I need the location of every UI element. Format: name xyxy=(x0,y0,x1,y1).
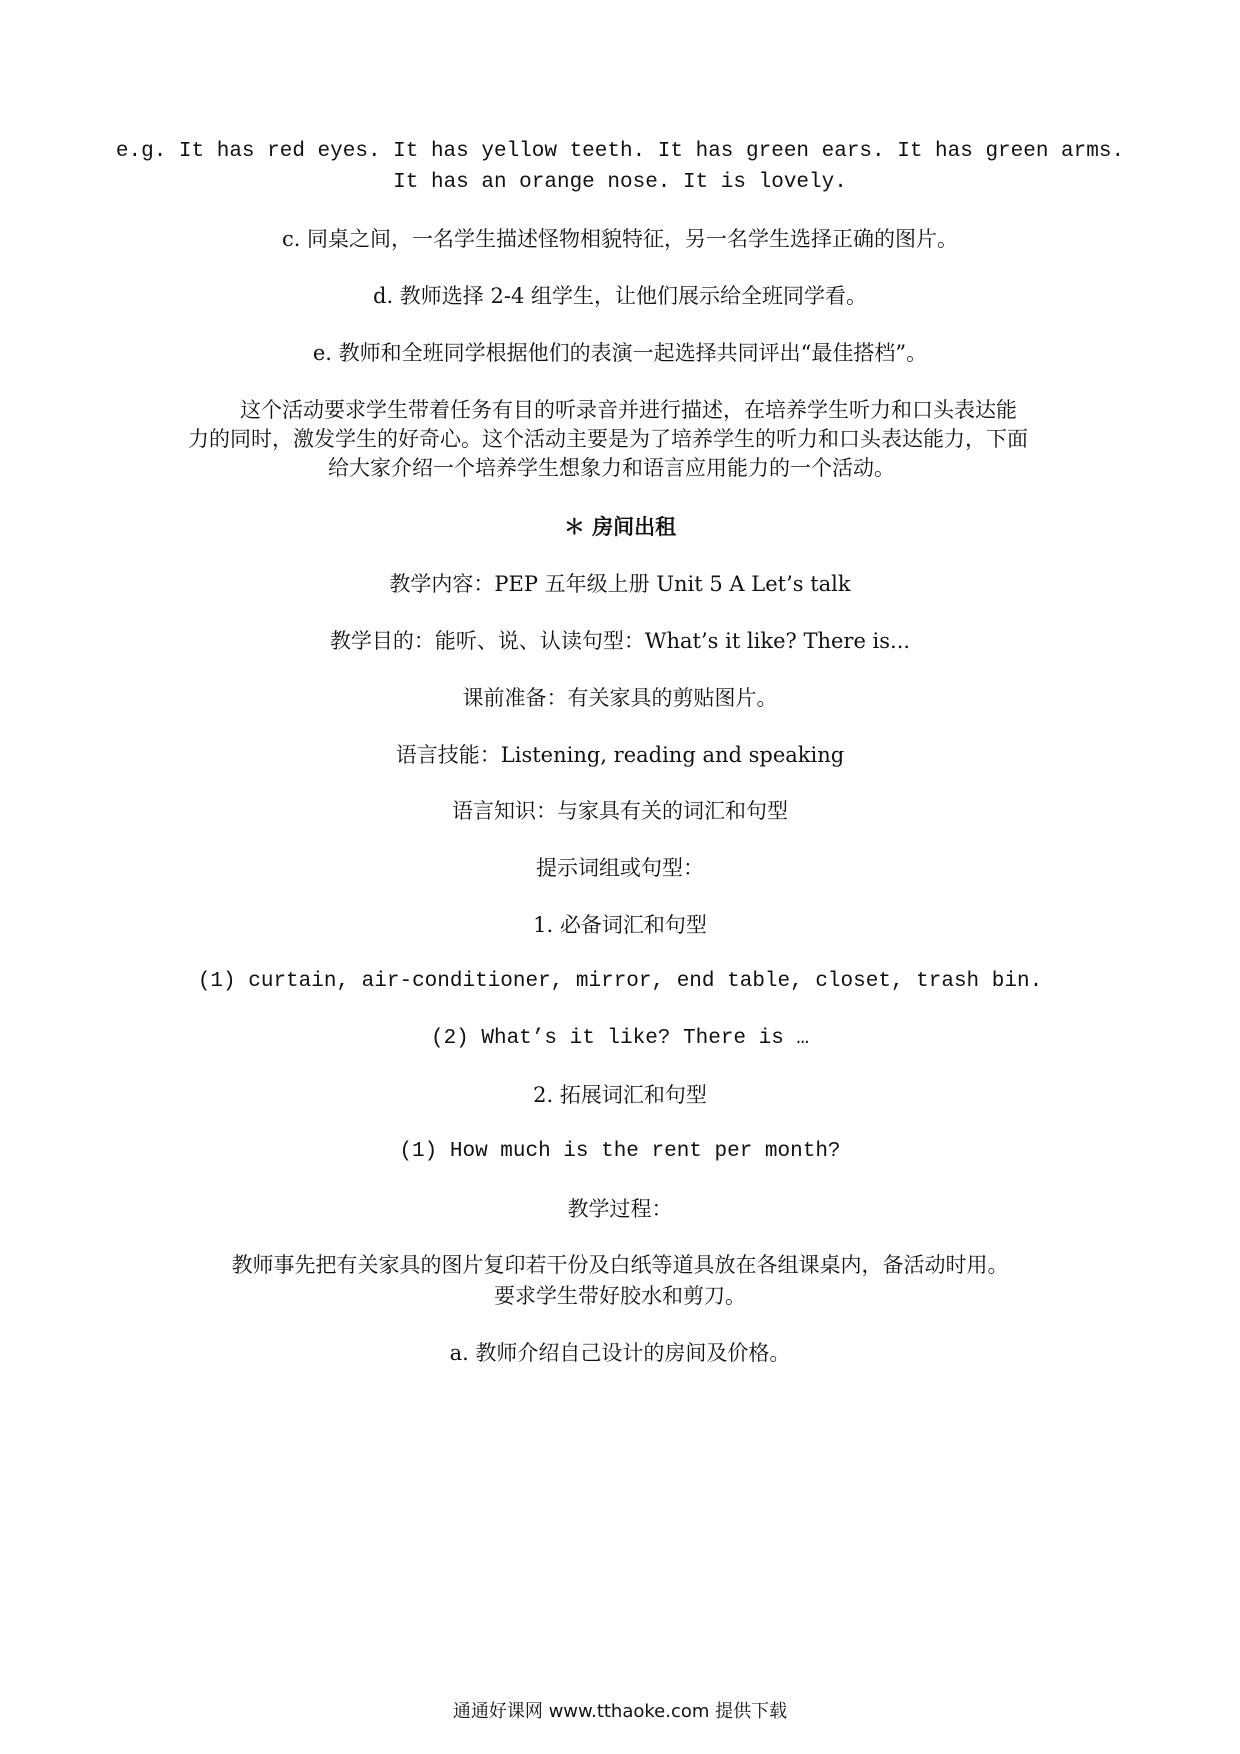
process-heading: 教学过程： xyxy=(567,1197,673,1221)
paragraph-line-2: 力的同时，激发学生的好奇心。这个活动主要是为了培养学生的听力和口头表达能力，下面 xyxy=(188,427,1028,451)
language-knowledge: 语言知识：与家具有关的词汇和句型 xyxy=(452,799,788,823)
required-item-2: (2) What’s it like? There is … xyxy=(430,1027,810,1050)
paragraph-line-3: 给大家介绍一个培养学生想象力和语言应用能力的一个活动。 xyxy=(328,456,895,480)
step-a: a. 教师介绍自己设计的房间及价格。 xyxy=(449,1341,791,1365)
required-heading: 1. 必备词汇和句型 xyxy=(533,913,707,937)
example-sentence-line-2: It has an orange nose. It is lovely. xyxy=(393,171,847,194)
step-c: c. 同桌之间，一名学生描述怪物相貌特征，另一名学生选择正确的图片。 xyxy=(281,227,959,251)
step-e: e. 教师和全班同学根据他们的表演一起选择共同评出“最佳搭档”。 xyxy=(312,341,928,365)
section-title: ＊ 房间出租 xyxy=(563,515,677,539)
required-item-1: (1) curtain, air-conditioner, mirror, end table, closet, trash bin. xyxy=(197,970,1043,993)
teaching-goal: 教学目的：能听、说、认读句型：What’s it like? There is... xyxy=(329,629,911,653)
extended-heading: 2. 拓展词汇和句型 xyxy=(533,1083,707,1107)
language-skills: 语言技能：Listening, reading and speaking xyxy=(395,743,845,767)
step-d: d. 教师选择 2-4 组学生，让他们展示给全班同学看。 xyxy=(373,284,867,308)
footer-text: 通通好课网 www.tthaoke.com 提供下载 xyxy=(452,1701,788,1722)
teaching-content: 教学内容：PEP 五年级上册 Unit 5 A Let’s talk xyxy=(389,572,851,596)
process-line-2: 要求学生带好胶水和剪刀。 xyxy=(494,1284,746,1308)
paragraph-line-1: 这个活动要求学生带着任务有目的听录音并进行描述，在培养学生听力和口头表达能 xyxy=(240,398,1017,422)
hint-heading: 提示词组或句型： xyxy=(536,856,704,880)
extended-item-1: (1) How much is the rent per month? xyxy=(399,1140,841,1163)
process-line-1: 教师事先把有关家具的图片复印若干份及白纸等道具放在各组课桌内，备活动时用。 xyxy=(231,1253,1009,1277)
preparation: 课前准备：有关家具的剪贴图片。 xyxy=(462,686,778,710)
example-sentence-line-1: e.g. It has red eyes. It has yellow teeth. It has green ears. It has green arms. xyxy=(115,140,1125,163)
